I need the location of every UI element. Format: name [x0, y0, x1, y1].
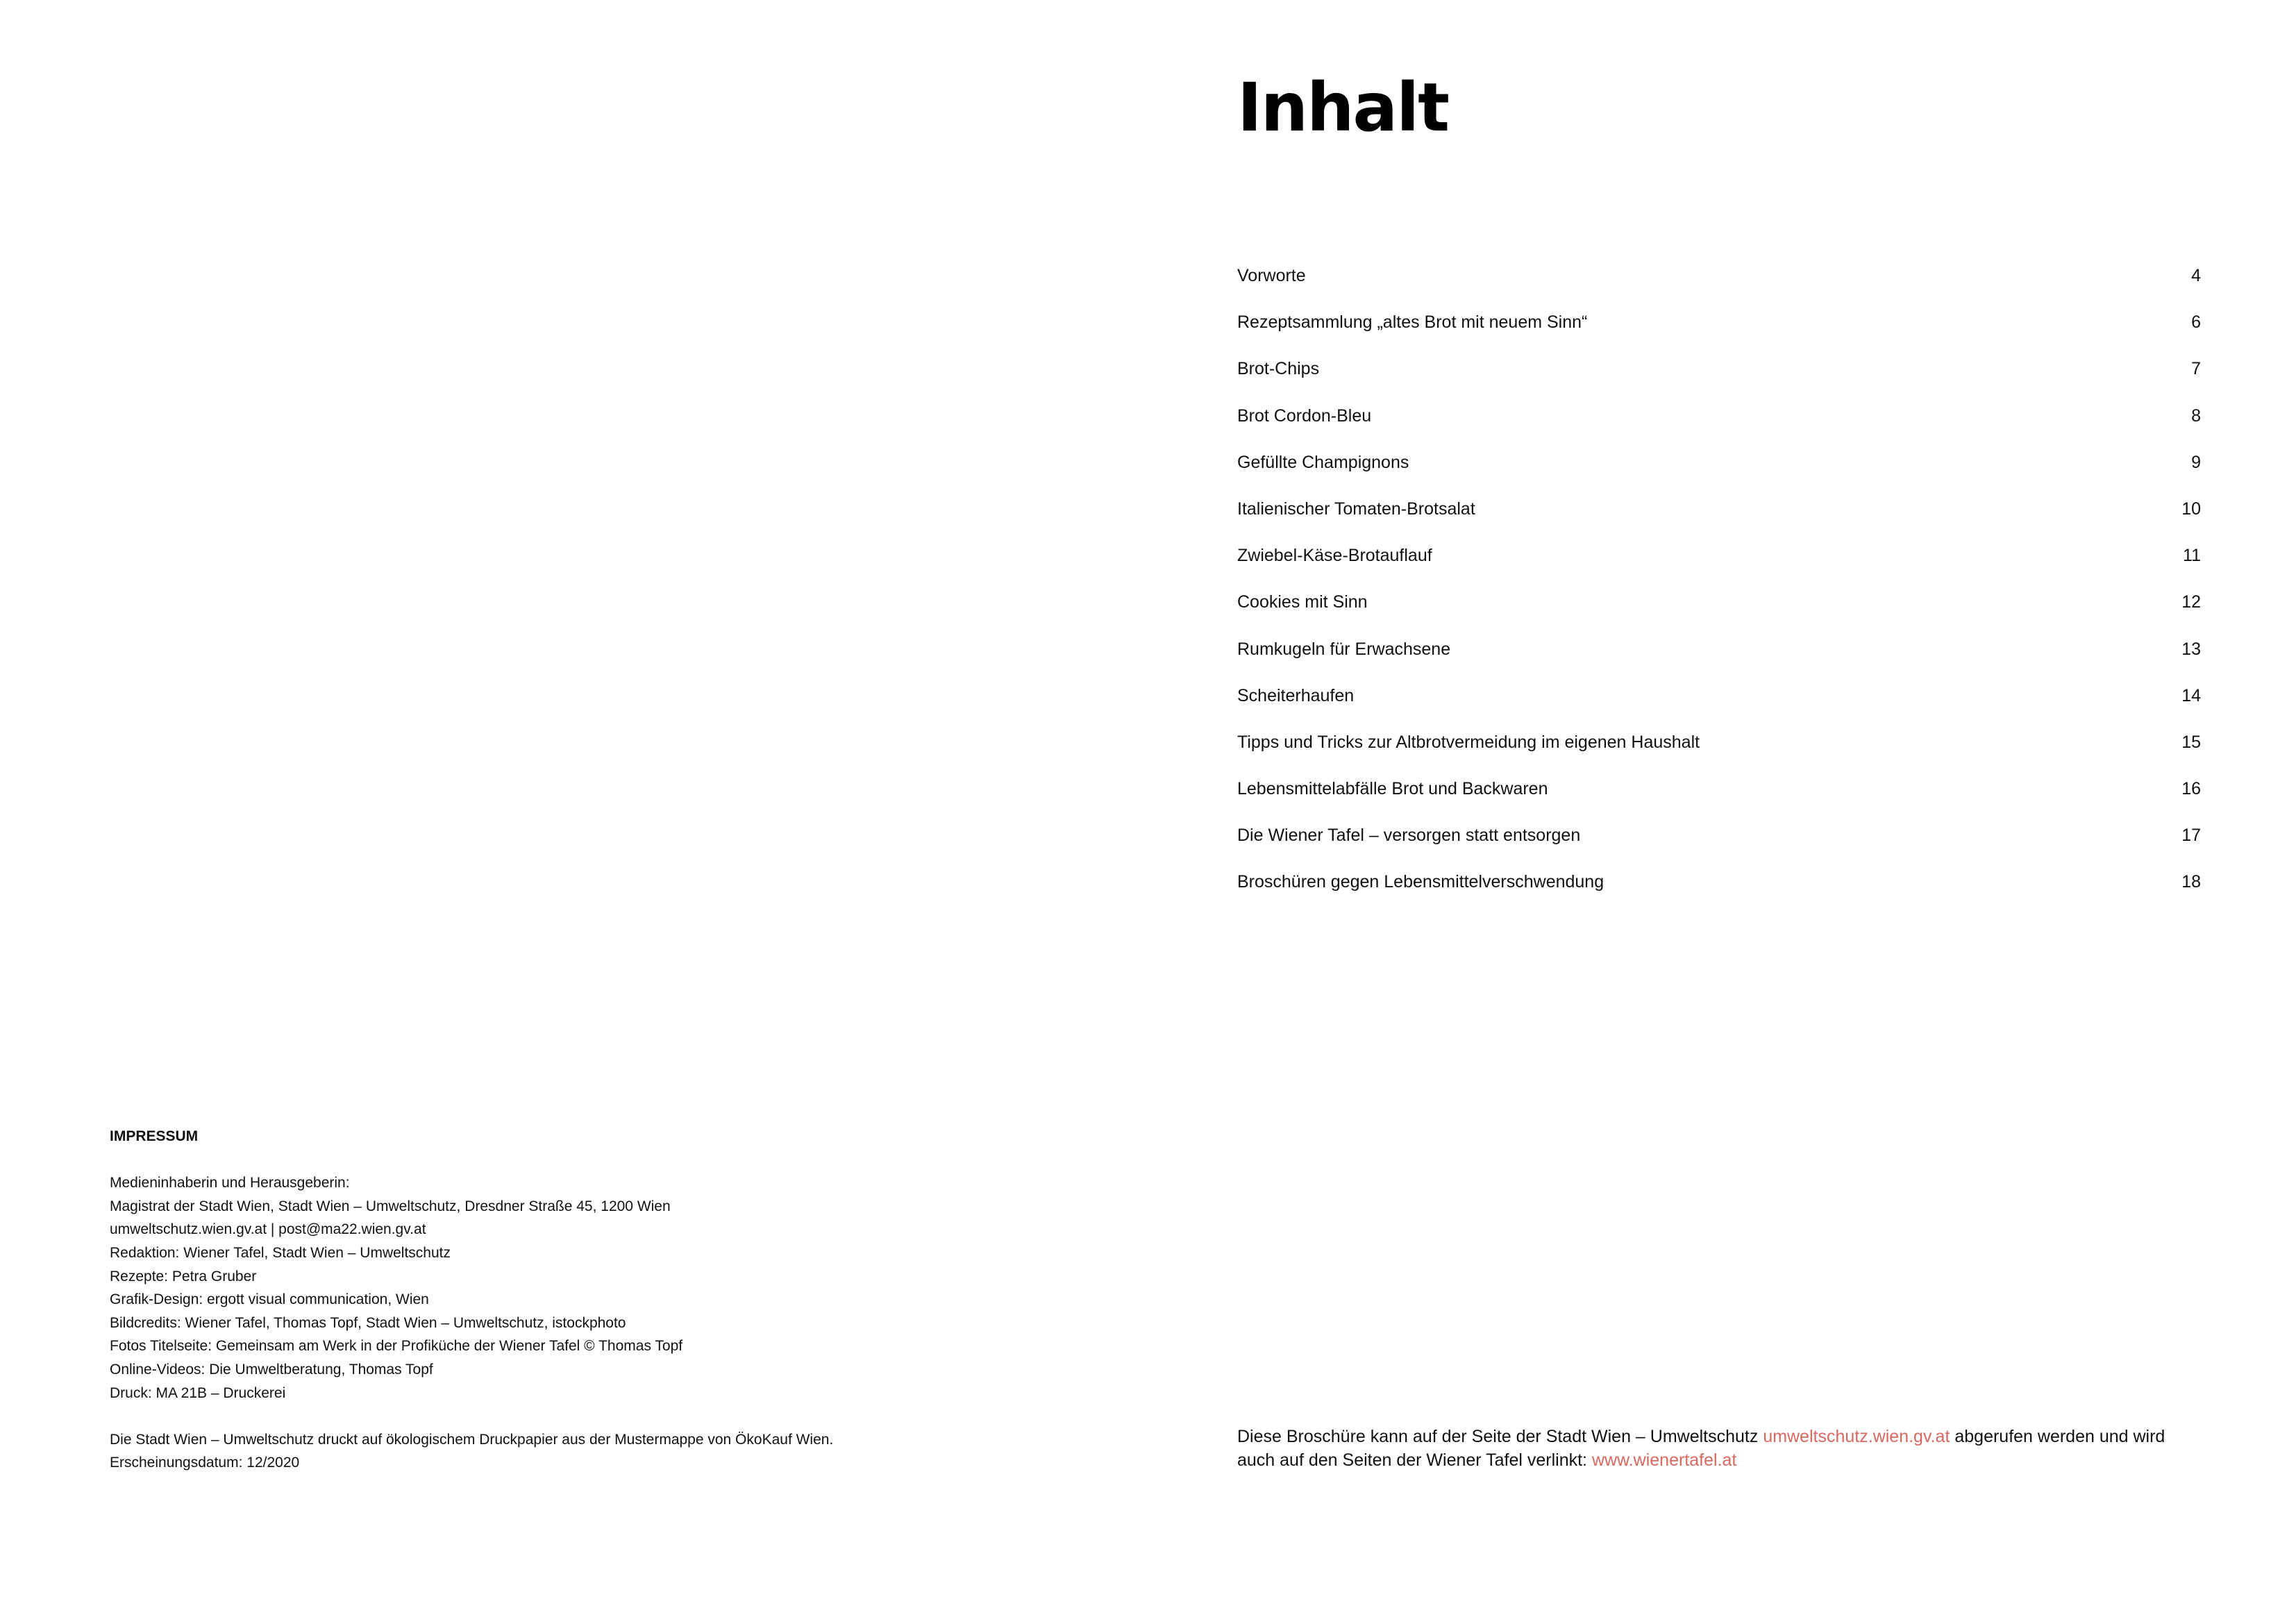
toc-entry-page: 8 [2191, 405, 2201, 426]
toc-entry-page: 10 [2181, 499, 2201, 519]
impressum-line: Bildcredits: Wiener Tafel, Thomas Topf, Stadt Wien – Umweltschutz, istockphoto [110, 1314, 626, 1331]
table-of-contents [1237, 258, 2201, 911]
toc-entry-page: 15 [2181, 732, 2201, 752]
impressum-line: Rezepte: Petra Gruber [110, 1268, 257, 1284]
toc-entry-page: 9 [2191, 452, 2201, 472]
impressum-line: Magistrat der Stadt Wien, Stadt Wien – Umweltschutz, Dresdner Straße 45, 1200 Wien [110, 1198, 671, 1214]
impressum-heading: IMPRESSUM [110, 1128, 199, 1144]
impressum-spacer [110, 1405, 1012, 1428]
toc-entry-label: Lebensmittelabfälle Brot und Backwaren [1237, 779, 1548, 799]
toc-entry-page: 14 [2181, 685, 2201, 705]
toc-entry[interactable] [1237, 537, 2201, 584]
toc-entry-page: 11 [2183, 546, 2201, 566]
toc-entry-page: 12 [2181, 592, 2201, 612]
impressum-line: Medieninhaberin und Herausgeberin: [110, 1175, 350, 1191]
toc-entry-page: 4 [2191, 266, 2201, 285]
toc-entry[interactable] [1237, 444, 2201, 491]
download-note-text: abgerufen werden und wird auch auf den Seiten der Wiener Tafel verlinkt: [1237, 1427, 2165, 1470]
impressum-line: umweltschutz.wien.gv.at | post@ma22.wien.gv.at [110, 1221, 426, 1238]
download-note [1237, 1425, 2202, 1472]
toc-entry-label: Scheiterhaufen [1237, 685, 1355, 705]
toc-entry-label: Cookies mit Sinn [1237, 592, 1368, 612]
toc-entry-page: 13 [2181, 639, 2201, 659]
impressum-print-note: Die Stadt Wien – Umweltschutz druckt auf ökologischem Druckpapier aus der Mustermappe von ÖkoKauf Wien. [110, 1431, 834, 1448]
toc-entry[interactable] [1237, 584, 2201, 630]
toc-entry-page: 17 [2181, 826, 2201, 846]
impressum-line: Redaktion: Wiener Tafel, Stadt Wien – Umweltschutz [110, 1244, 451, 1261]
toc-entry[interactable] [1237, 351, 2201, 397]
toc-entry-page: 7 [2191, 359, 2201, 379]
toc-entry-label: Zwiebel-Käse-Brotauflauf [1237, 546, 1432, 566]
umweltschutz-link[interactable]: umweltschutz.wien.gv.at [1763, 1427, 1950, 1446]
impressum-line: Grafik-Design: ergott visual communication, Wien [110, 1291, 429, 1308]
toc-entry[interactable] [1237, 724, 2201, 771]
toc-entry[interactable] [1237, 398, 2201, 444]
toc-entry[interactable] [1237, 771, 2201, 817]
toc-entry-label: Broschüren gegen Lebensmittelverschwendung [1237, 872, 1604, 892]
toc-entry-label: Rumkugeln für Erwachsene [1237, 639, 1451, 659]
download-note-text: Diese Broschüre kann auf der Seite der Stadt Wien – Umweltschutz [1237, 1427, 1763, 1446]
toc-entry[interactable] [1237, 631, 2201, 678]
toc-entry-label: Italienischer Tomaten-Brotsalat [1237, 499, 1475, 519]
toc-entry[interactable] [1237, 491, 2201, 537]
toc-entry[interactable] [1237, 304, 2201, 351]
impressum-line: Fotos Titelseite: Gemeinsam am Werk in der Profiküche der Wiener Tafel © Thomas Topf [110, 1338, 683, 1355]
toc-entry-page: 16 [2181, 779, 2201, 799]
toc-entry-label: Vorworte [1237, 266, 1306, 285]
toc-entry[interactable] [1237, 817, 2201, 864]
impressum-line: Druck: MA 21B – Druckerei [110, 1384, 286, 1401]
toc-entry[interactable] [1237, 258, 2201, 304]
toc-entry-label: Brot-Chips [1237, 359, 1320, 379]
toc-entry-label: Rezeptsammlung „altes Brot mit neuem Sinn“ [1237, 312, 1588, 333]
impressum-publication-date: Erscheinungsdatum: 12/2020 [110, 1455, 300, 1471]
wienertafel-link[interactable]: www.wienertafel.at [1591, 1450, 1737, 1470]
impressum-line: Online-Videos: Die Umweltberatung, Thomas Topf [110, 1361, 433, 1378]
toc-entry-label: Die Wiener Tafel – versorgen statt entsorgen [1237, 826, 1581, 846]
toc-entry-page: 18 [2181, 872, 2201, 892]
toc-entry-label: Gefüllte Champignons [1237, 452, 1409, 472]
toc-entry-label: Tipps und Tricks zur Altbrotvermeidung im eigenen Haushalt [1237, 732, 1700, 752]
page-title: Inhalt [1237, 69, 1448, 147]
toc-entry-page: 6 [2191, 312, 2201, 333]
toc-entry[interactable] [1237, 678, 2201, 724]
toc-entry-label: Brot Cordon-Bleu [1237, 405, 1372, 426]
impressum [110, 1125, 1012, 1475]
toc-entry[interactable] [1237, 864, 2201, 910]
